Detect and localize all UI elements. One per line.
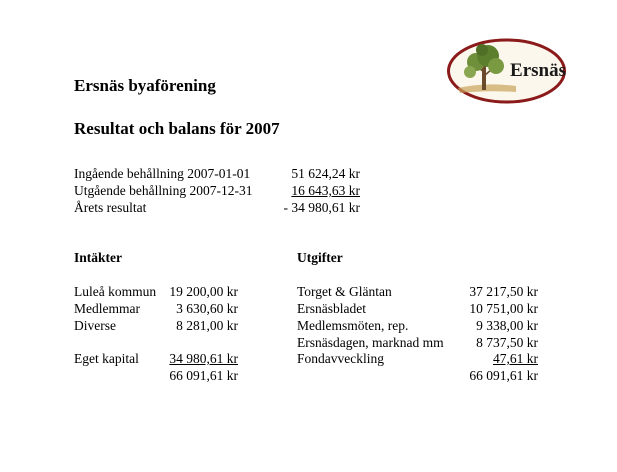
expense-label: Ersnäsdagen, marknad mm	[297, 335, 444, 350]
logo-text: Ersnäs	[510, 60, 566, 81]
summary-value: 16 643,63 kr	[291, 183, 360, 198]
org-name: Ersnäs byaförening	[74, 76, 216, 95]
expense-label: Torget & Gläntan	[297, 284, 392, 299]
expenses-heading: Utgifter	[297, 250, 343, 265]
summary-label: Årets resultat	[74, 200, 147, 215]
summary-label: Utgående behållning 2007-12-31	[74, 183, 253, 198]
income-label: Medlemmar	[74, 301, 140, 316]
equity-label: Eget kapital	[74, 351, 139, 366]
summary-value: 51 624,24 kr	[291, 166, 360, 181]
expense-value: 9 338,00 kr	[476, 318, 538, 333]
expense-value: 10 751,00 kr	[469, 301, 538, 316]
income-value: 8 281,00 kr	[176, 318, 238, 333]
expense-label: Ersnäsbladet	[297, 301, 366, 316]
equity-value: 34 980,61 kr	[169, 351, 238, 366]
income-total: 66 091,61 kr	[169, 368, 238, 383]
income-heading: Intäkter	[74, 250, 122, 265]
summary-label: Ingående behållning 2007-01-01	[74, 166, 251, 181]
expense-value: 47,61 kr	[493, 351, 538, 366]
ersnas-logo	[446, 38, 567, 104]
expense-total: 66 091,61 kr	[469, 368, 538, 383]
expense-value: 37 217,50 kr	[469, 284, 538, 299]
income-label: Diverse	[74, 318, 116, 333]
expense-label: Medlemsmöten, rep.	[297, 318, 409, 333]
expense-label: Fondavveckling	[297, 351, 384, 366]
income-value: 3 630,60 kr	[176, 301, 238, 316]
report-title: Resultat och balans för 2007	[74, 119, 280, 138]
summary-value: - 34 980,61 kr	[283, 200, 360, 215]
income-label: Luleå kommun	[74, 284, 157, 299]
expense-value: 8 737,50 kr	[476, 335, 538, 350]
income-value: 19 200,00 kr	[169, 284, 238, 299]
